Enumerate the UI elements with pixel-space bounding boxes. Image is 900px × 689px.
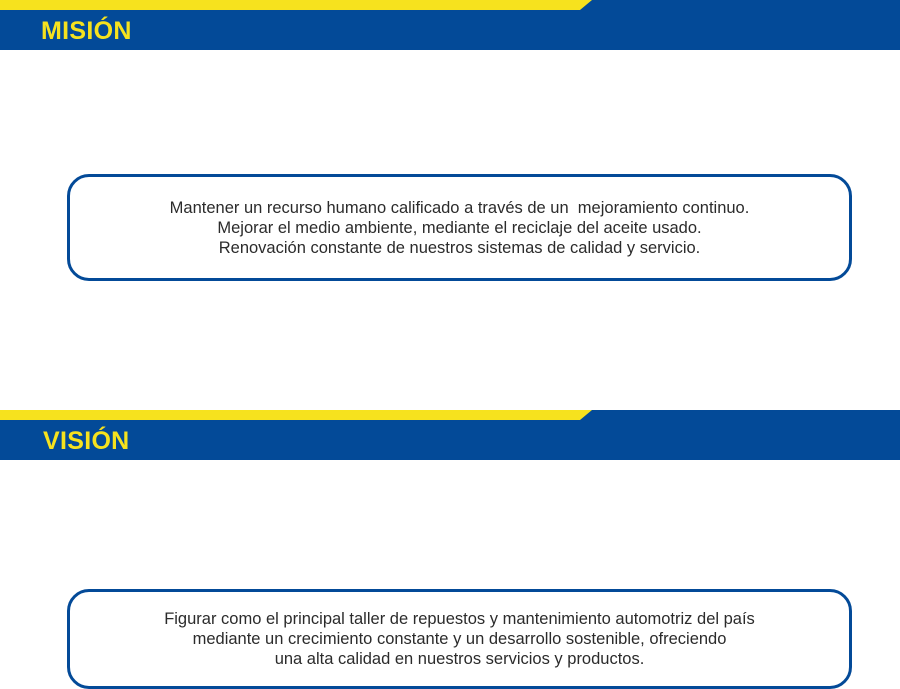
- mision-banner: [0, 0, 900, 50]
- mision-box: [67, 174, 852, 281]
- mision-line: Mantener un recurso humano calificado a través de un mejoramiento continuo.: [169, 198, 750, 217]
- vision-banner: [0, 410, 900, 460]
- mision-line: Renovación constante de nuestros sistemas de calidad y servicio.: [218, 238, 701, 257]
- vision-box: [67, 589, 852, 689]
- vision-line: una alta calidad en nuestros servicios y productos.: [274, 650, 645, 668]
- vision-line: Figurar como el principal taller de repuestos y mantenimiento automotriz del país: [164, 610, 755, 628]
- vision-title: VISIÓN: [43, 427, 130, 455]
- vision-line: mediante un crecimiento constante y un desarrollo sostenible, ofreciendo: [192, 630, 727, 648]
- mision-title: MISIÓN: [41, 17, 132, 45]
- mision-line: Mejorar el medio ambiente, mediante el reciclaje del aceite usado.: [217, 218, 702, 237]
- vision-banner-stripe: [0, 410, 900, 460]
- mision-banner-stripe: [0, 0, 900, 50]
